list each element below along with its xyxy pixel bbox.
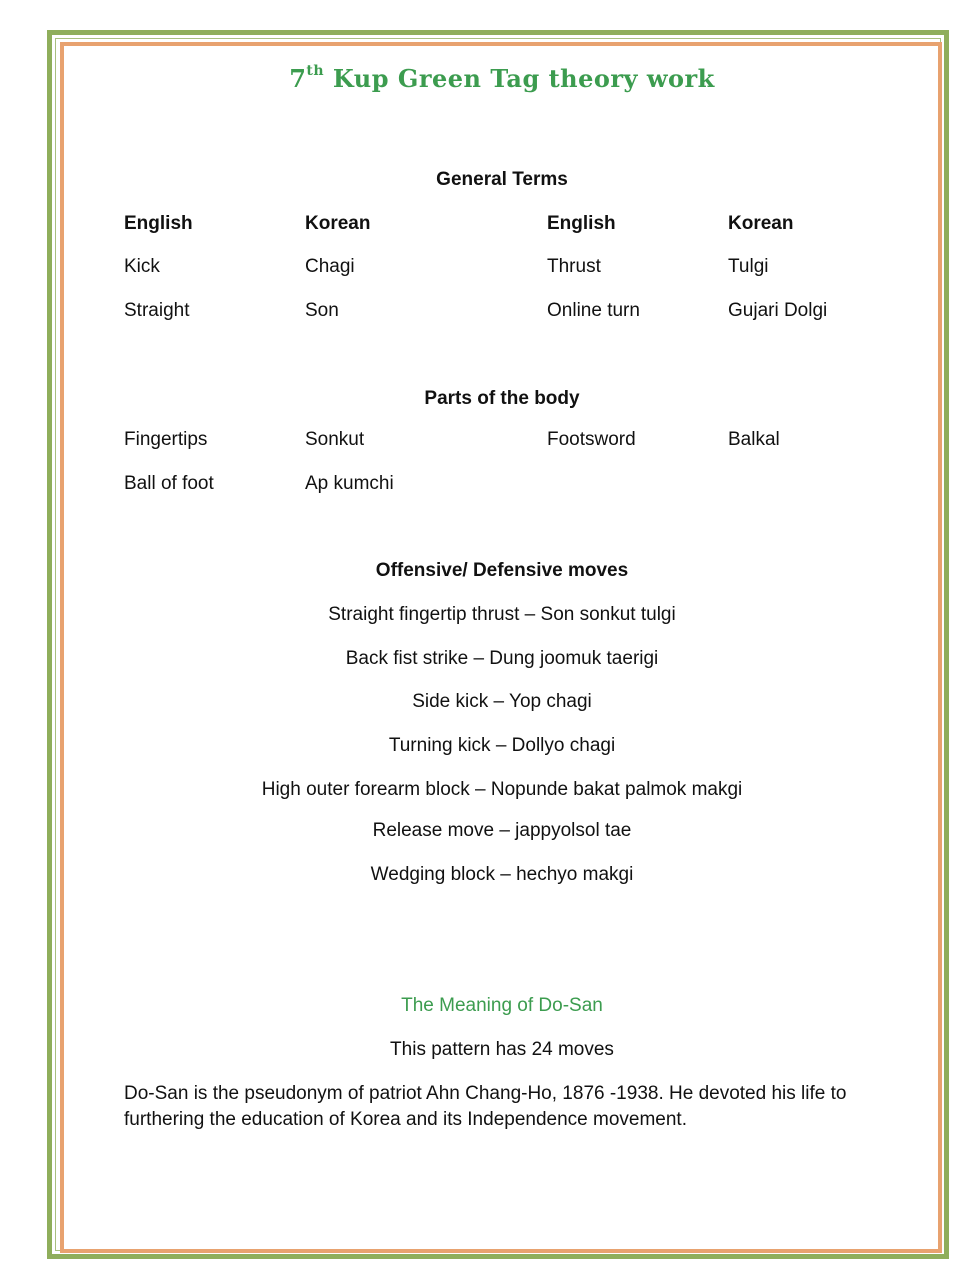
body-part-cell: Fingertips (124, 429, 208, 450)
move-item: Side kick – Yop chagi (412, 691, 592, 712)
move-item: Turning kick – Dollyo chagi (388, 735, 616, 756)
move-item: Straight fingertip thrust – Son sonkut tulgi (328, 604, 676, 625)
general-terms-heading: General Terms (436, 169, 568, 190)
term-cell: Kick (124, 256, 160, 277)
column-header: Korean (728, 213, 794, 234)
term-cell: Gujari Dolgi (728, 300, 828, 321)
move-item: Release move – jappyolsol tae (372, 820, 632, 841)
move-item: High outer forearm block – Nopunde bakat palmok makgi (261, 779, 743, 800)
move-item: Back fist strike – Dung joomuk taerigi (345, 648, 659, 669)
column-header: Korean (305, 213, 371, 234)
term-cell: Son (305, 300, 339, 321)
body-part-cell: Balkal (728, 429, 780, 450)
body-part-cell: Ap kumchi (305, 473, 394, 494)
term-cell: Straight (124, 300, 190, 321)
body-part-cell: Sonkut (305, 429, 365, 450)
moves-heading: Offensive/ Defensive moves (375, 560, 629, 581)
body-part-cell: Ball of foot (124, 473, 214, 494)
column-header: English (124, 213, 193, 234)
body-parts-heading: Parts of the body (424, 388, 580, 409)
term-cell: Tulgi (728, 256, 769, 277)
term-cell: Chagi (305, 256, 355, 277)
meaning-heading: The Meaning of Do-San (401, 995, 603, 1016)
pattern-moves-count: This pattern has 24 moves (390, 1039, 614, 1060)
term-cell: Online turn (547, 300, 640, 321)
body-part-cell: Footsword (547, 429, 636, 450)
move-item: Wedging block – hechyo makgi (370, 864, 634, 885)
page-title: 7th Kup Green Tag theory work (289, 63, 715, 93)
term-cell: Thrust (547, 256, 601, 277)
meaning-paragraph: Do-San is the pseudonym of patriot Ahn Chang-Ho, 1876 -1938. He devoted his life to furthering the education of Korea and its Independence movement. (124, 1083, 847, 1130)
column-header: English (547, 213, 616, 234)
